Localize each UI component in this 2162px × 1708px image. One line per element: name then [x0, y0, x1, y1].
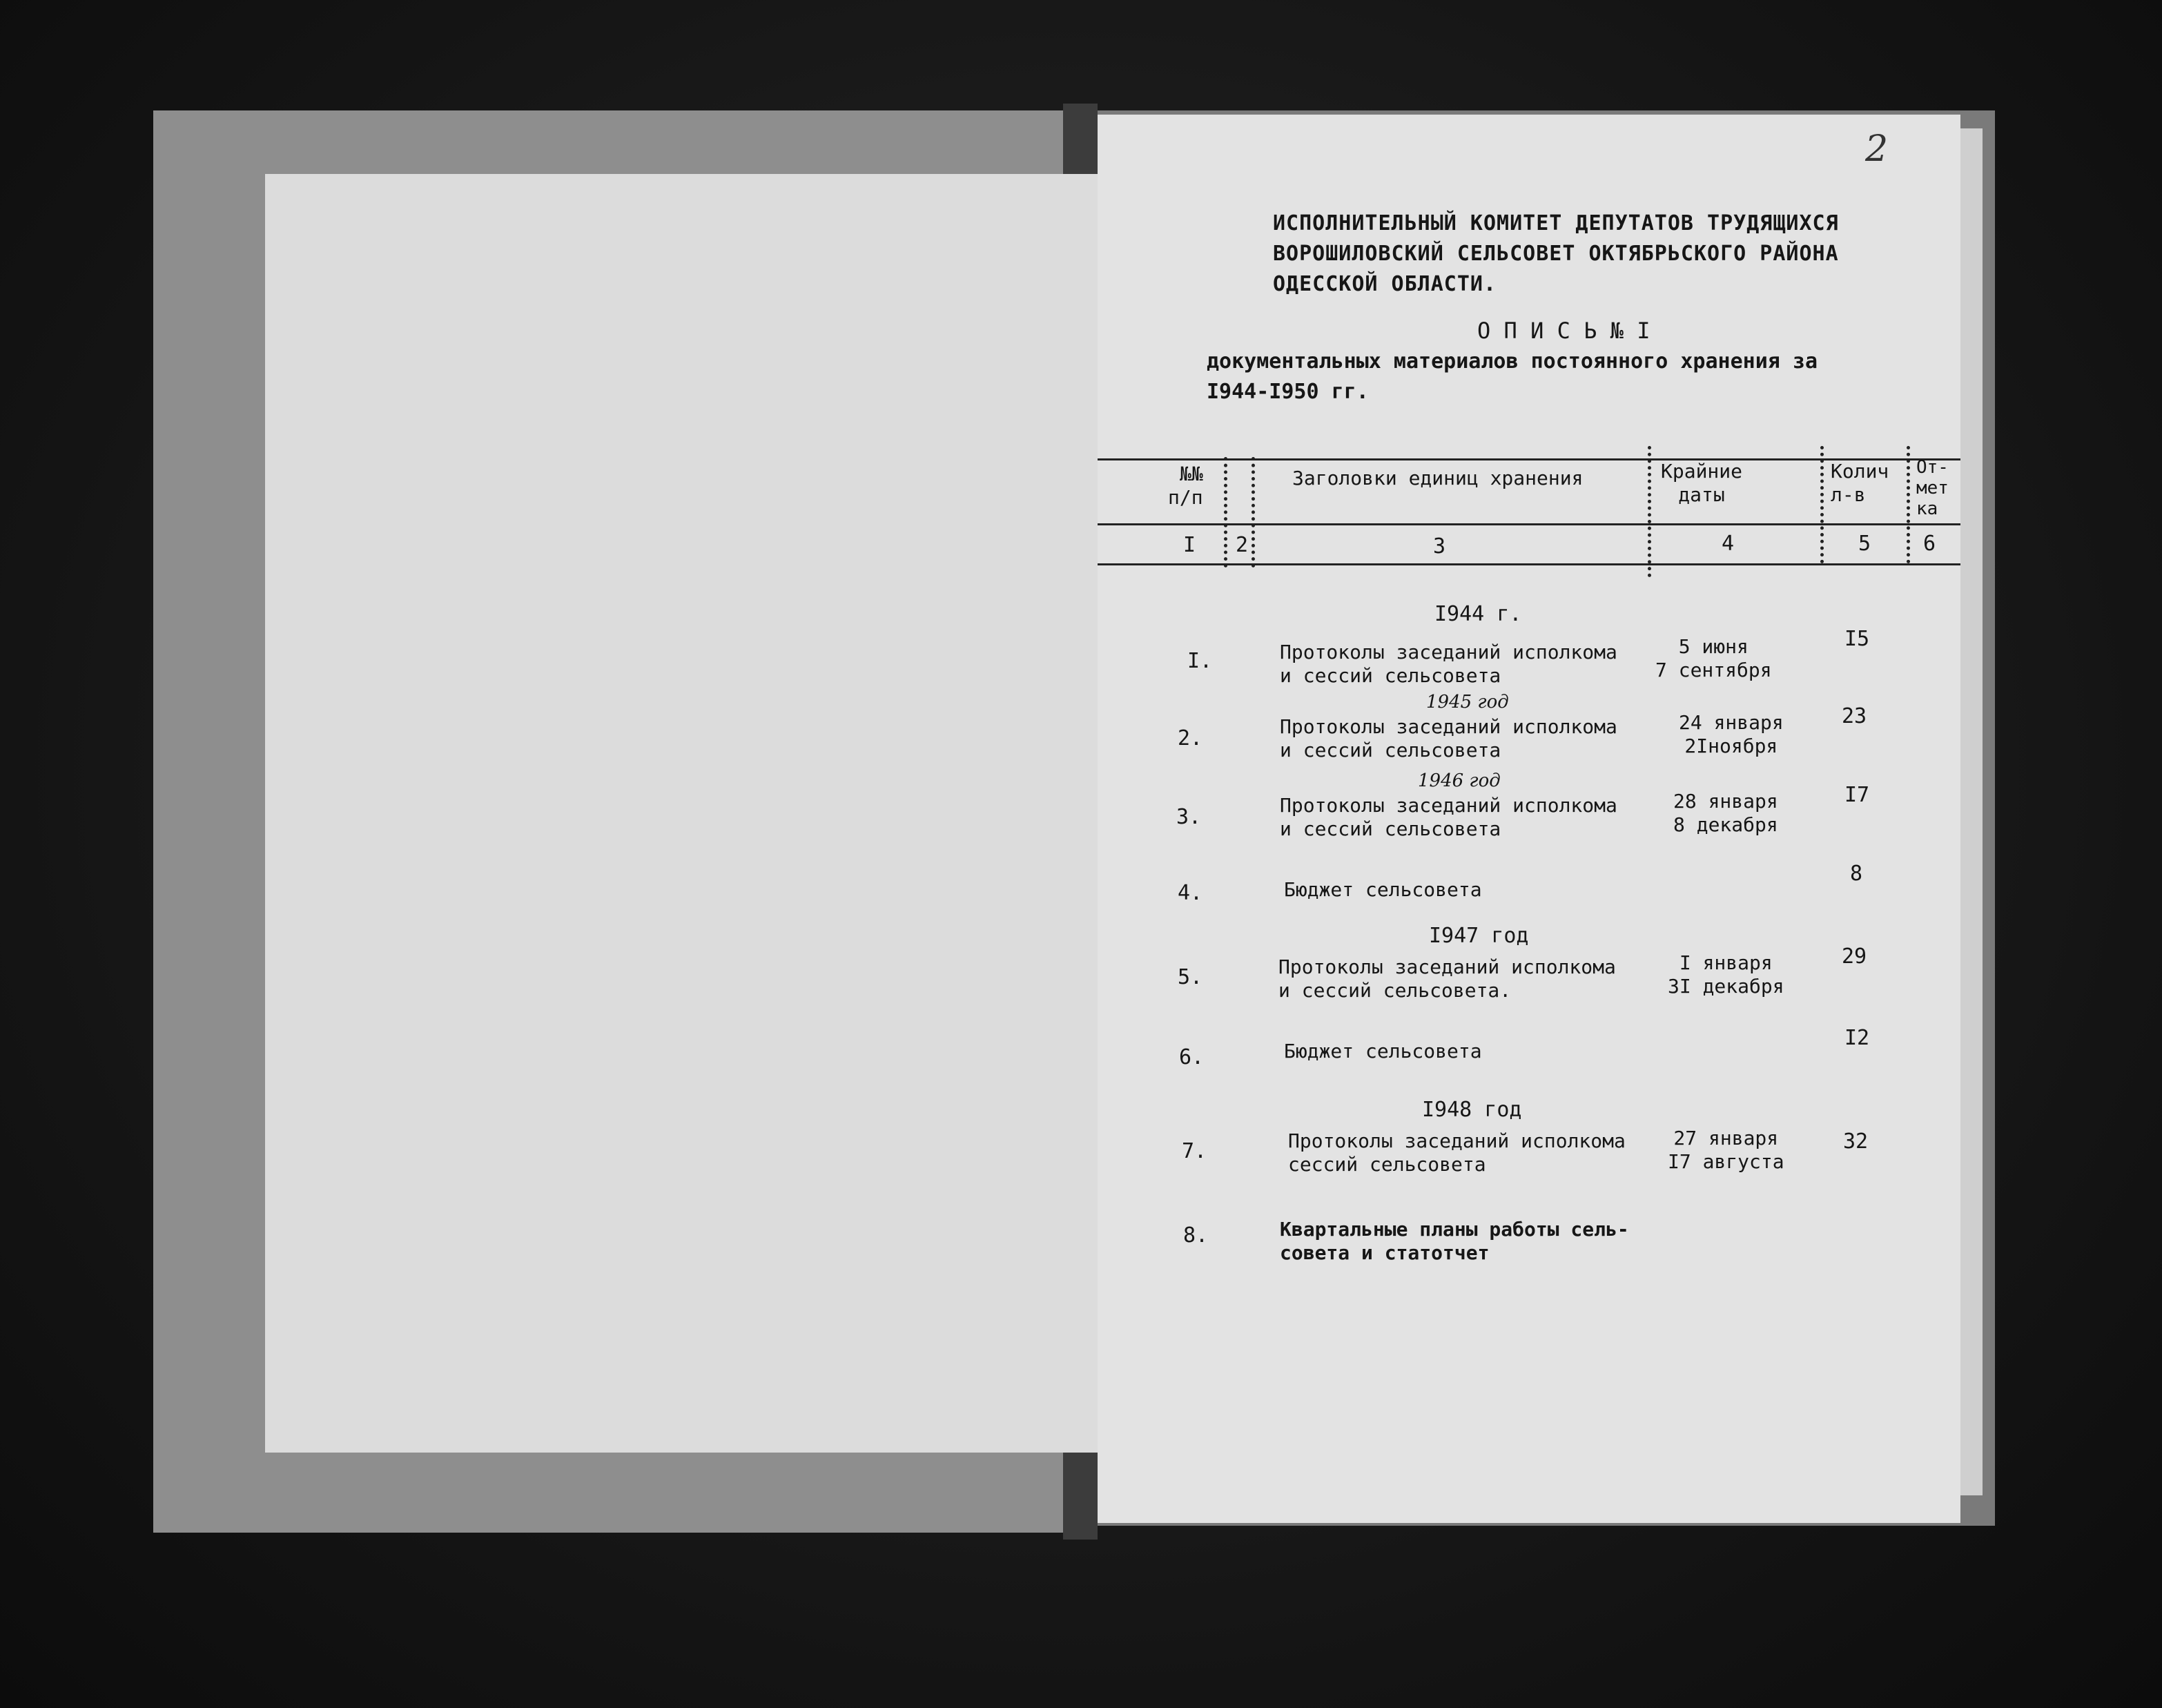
row-7-dates: 27 января I7 августа [1668, 1127, 1784, 1173]
col-number-5: 5 [1858, 532, 1871, 556]
row-1-count: I5 [1844, 627, 1870, 651]
row-8-title: Квартальные планы работы сель- совета и статотчет [1280, 1218, 1629, 1264]
row-7-number: 7. [1182, 1139, 1207, 1163]
row-8-number: 8. [1183, 1223, 1209, 1248]
handwritten-1946: 1946 год [1418, 770, 1501, 791]
header-col-note: От- мет ка [1916, 457, 1949, 519]
row-2-title: Протоколы заседаний исполкома и сессий сельсовета [1280, 715, 1617, 761]
col-number-4: 4 [1722, 532, 1735, 556]
row-5-count: 29 [1842, 944, 1867, 969]
row-3-dates: 28 января 8 декабря [1673, 790, 1778, 836]
col-number-2: 2 [1236, 533, 1249, 557]
header-col-dates: Крайние даты [1661, 460, 1743, 506]
header-line-3: ОДЕССКОЙ ОБЛАСТИ. [1273, 272, 1497, 296]
document-subtitle-2: I944-I950 гг. [1207, 380, 1369, 404]
row-2-dates: 24 января 2Iноября [1679, 711, 1784, 757]
row-6-count: I2 [1844, 1026, 1870, 1050]
table-numbers-rule [1098, 563, 1983, 565]
page-number: 2 [1865, 128, 1889, 170]
row-1-title: Протоколы заседаний исполкома и сессий сельсовета [1280, 641, 1617, 687]
column-divider-1 [1224, 457, 1227, 567]
header-col-number: №№ п/п [1168, 463, 1203, 509]
row-7-title: Протоколы заседаний исполкома сессий сельсовета [1288, 1129, 1626, 1176]
header-line-2: ВОРОШИЛОВСКИЙ СЕЛЬСОВЕТ ОКТЯБРЬСКОГО РАЙОНА [1273, 242, 1839, 266]
row-2-count: 23 [1842, 704, 1867, 728]
row-5-number: 5. [1178, 965, 1203, 989]
row-3-title: Протоколы заседаний исполкома и сессий сельсовета [1280, 794, 1617, 840]
inventory-page [1098, 115, 1960, 1523]
blank-page [265, 174, 1098, 1453]
column-divider-5 [1907, 446, 1910, 563]
section-1944: I944 г. [1434, 602, 1522, 626]
row-6-number: 6. [1179, 1045, 1205, 1069]
column-divider-3 [1648, 446, 1651, 577]
row-4-title: Бюджет сельсовета [1284, 878, 1482, 901]
section-1947: I947 год [1429, 924, 1529, 948]
table-header-rule [1098, 523, 1983, 525]
column-divider-4 [1820, 446, 1824, 563]
row-1-number: I. [1187, 649, 1213, 673]
row-6-title: Бюджет сельсовета [1284, 1040, 1482, 1062]
row-5-title: Протоколы заседаний исполкома и сессий сельсовета. [1278, 955, 1616, 1002]
row-1-dates: 5 июня 7 сентября [1655, 635, 1772, 681]
row-3-count: I7 [1844, 783, 1870, 807]
row-4-count: 8 [1850, 862, 1863, 886]
document-heading: О П И С Ь № I [1477, 318, 1650, 344]
header-col-count: Колич л-в [1831, 460, 1889, 506]
col-number-6: 6 [1923, 532, 1936, 556]
row-4-number: 4. [1178, 881, 1203, 905]
row-5-dates: I января 3I декабря [1668, 951, 1784, 998]
row-2-number: 2. [1178, 726, 1203, 750]
col-number-3: 3 [1433, 534, 1446, 559]
row-3-number: 3. [1176, 805, 1202, 829]
document-subtitle-1: документальных материалов постоянного хранения за [1207, 349, 1818, 373]
header-line-1: ИСПОЛНИТЕЛЬНЫЙ КОМИТЕТ ДЕПУТАТОВ ТРУДЯЩИХСЯ [1273, 211, 1839, 235]
section-1948: I948 год [1422, 1098, 1522, 1122]
row-7-count: 32 [1843, 1129, 1869, 1154]
column-divider-2 [1252, 457, 1255, 567]
header-col-title: Заголовки единиц хранения [1292, 467, 1584, 489]
handwritten-1945: 1945 год [1426, 692, 1509, 712]
col-number-1: I [1183, 533, 1196, 557]
